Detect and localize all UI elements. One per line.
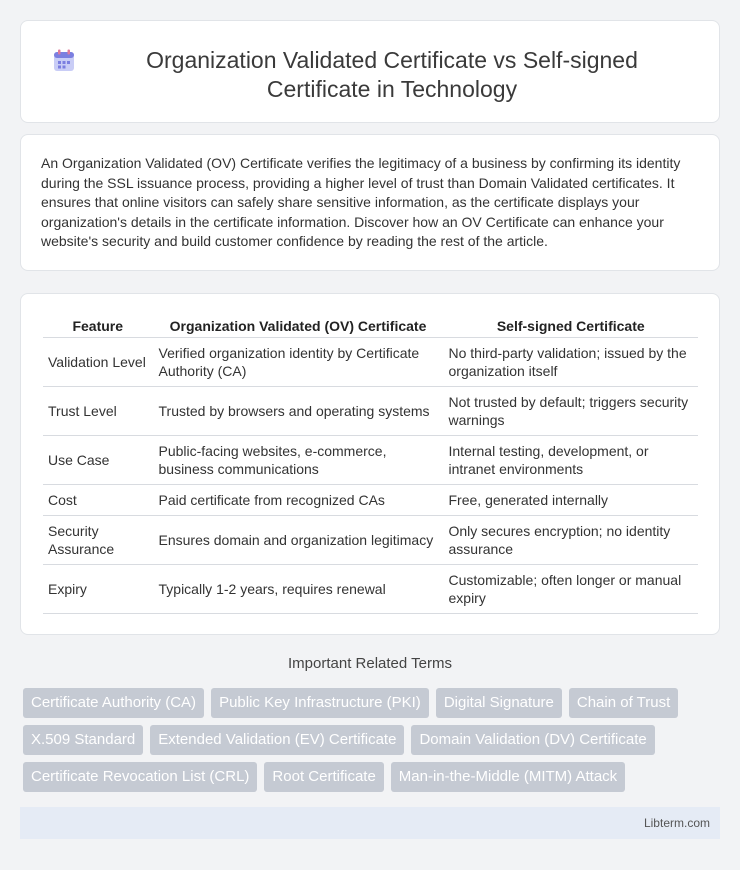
table-cell: Validation Level: [43, 338, 153, 387]
footer: [20, 807, 720, 839]
table-cell: Ensures domain and organization legitimacy: [153, 516, 443, 565]
table-cell: Only secures encryption; no identity assurance: [443, 516, 698, 565]
table-cell: Verified organization identity by Certificate Authority (CA): [153, 338, 443, 387]
tag-row: [23, 725, 723, 755]
table-cell: Internal testing, development, or intranet environments: [443, 436, 698, 485]
tag-ev-certificate[interactable]: Extended Validation (EV) Certificate: [150, 725, 404, 755]
table-cell: Trust Level: [43, 387, 153, 436]
table-cell: Trusted by browsers and operating systems: [153, 387, 443, 436]
table-cell: Security Assurance: [43, 516, 153, 565]
table-row: [43, 338, 698, 387]
table-header-ov: Organization Validated (OV) Certificate: [153, 314, 443, 338]
intro-card: [20, 134, 720, 271]
calendar-icon: [51, 48, 77, 74]
tag-dv-certificate[interactable]: Domain Validation (DV) Certificate: [411, 725, 654, 755]
related-terms-list: [23, 688, 723, 799]
tag-crl[interactable]: Certificate Revocation List (CRL): [23, 762, 257, 792]
tag-row: [23, 762, 723, 792]
table-row: [43, 485, 698, 516]
footer-site-link[interactable]: Libterm.com: [643, 816, 710, 830]
tag-digital-signature[interactable]: Digital Signature: [436, 688, 562, 718]
tag-chain-of-trust[interactable]: Chain of Trust: [569, 688, 678, 718]
tag-mitm-attack[interactable]: Man-in-the-Middle (MITM) Attack: [391, 762, 625, 792]
table-row: [43, 565, 698, 614]
comparison-table-card: [20, 293, 720, 635]
table-cell: Customizable; often longer or manual expiry: [443, 565, 698, 614]
table-cell: Free, generated internally: [443, 485, 698, 516]
tag-row: [23, 688, 723, 718]
intro-text: An Organization Validated (OV) Certificate verifies the legitimacy of a business by confirming its identity during the SSL issuance process, providing a higher level of trust than Domain Validated certificates. It ensures that online visitors can safely share sensitive information, as the certificate displays your organization's details in the certificate information. Discover how an OV Certificate can enhance your website's security and build customer confidence by reading the rest of the article.: [41, 155, 681, 250]
table-cell: Not trusted by default; triggers security warnings: [443, 387, 698, 436]
table-header-self-signed: Self-signed Certificate: [443, 314, 698, 338]
comparison-table: [43, 314, 698, 614]
table-row: [43, 387, 698, 436]
title-card: [20, 20, 720, 123]
tag-root-certificate[interactable]: Root Certificate: [264, 762, 383, 792]
tag-pki[interactable]: Public Key Infrastructure (PKI): [211, 688, 429, 718]
tag-x509-standard[interactable]: X.509 Standard: [23, 725, 143, 755]
table-cell: Cost: [43, 485, 153, 516]
table-cell: Typically 1-2 years, requires renewal: [153, 565, 443, 614]
table-cell: Paid certificate from recognized CAs: [153, 485, 443, 516]
table-cell: No third-party validation; issued by the organization itself: [443, 338, 698, 387]
table-row: [43, 436, 698, 485]
tag-certificate-authority[interactable]: Certificate Authority (CA): [23, 688, 204, 718]
page-title: Organization Validated Certificate vs Self-signed Certificate in Technology: [146, 47, 638, 102]
related-terms-heading: Important Related Terms: [288, 655, 452, 672]
table-cell: Public-facing websites, e-commerce, business communications: [153, 436, 443, 485]
table-cell: Expiry: [43, 565, 153, 614]
table-row: [43, 516, 698, 565]
table-header-feature: Feature: [43, 314, 153, 338]
table-cell: Use Case: [43, 436, 153, 485]
